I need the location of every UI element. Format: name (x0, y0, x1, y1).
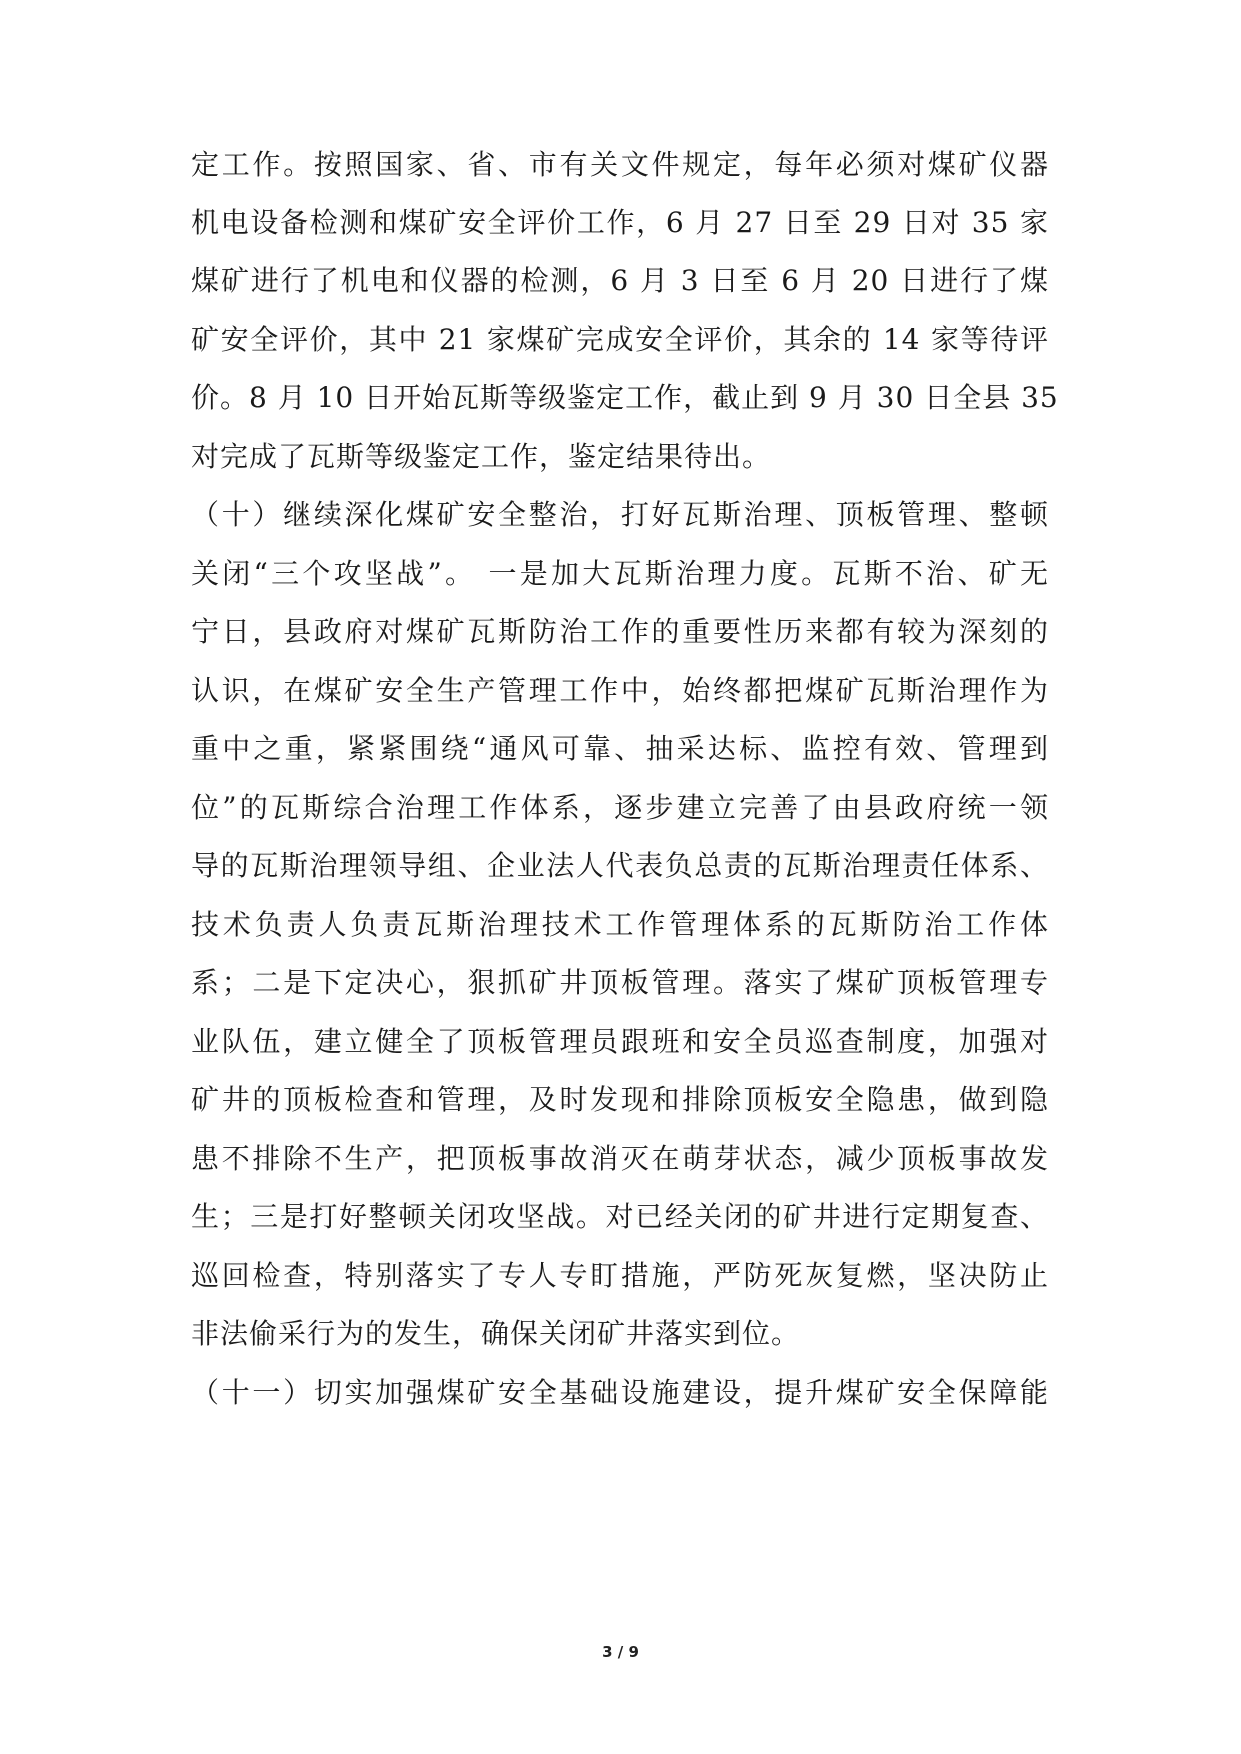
page-number: 3 / 9 (602, 1643, 639, 1661)
text-line: 煤矿进行了机电和仪器的检测，6 月 3 日至 6 月 20 日进行了煤 (191, 264, 1049, 297)
text-line: 机电设备检测和煤矿安全评价工作，6 月 27 日至 29 日对 35 家 (191, 206, 1049, 239)
text-line: 非法偷采行为的发生，确保关闭矿井落实到位。 (191, 1317, 801, 1350)
text-line: 重中之重，紧紧围绕“通风可靠、抽采达标、监控有效、管理到 (191, 732, 1049, 765)
text-line: 宁日，县政府对煤矿瓦斯防治工作的重要性历来都有较为深刻的 (191, 615, 1049, 648)
text-line: 导的瓦斯治理领导组、企业法人代表负总责的瓦斯治理责任体系、 (191, 849, 1049, 882)
text-line: 技术负责人负责瓦斯治理技术工作管理体系的瓦斯防治工作体 (191, 908, 1049, 941)
text-line: 认识，在煤矿安全生产管理工作中，始终都把煤矿瓦斯治理作为 (191, 674, 1049, 707)
text-line: 患不排除不生产，把顶板事故消灭在萌芽状态，减少顶板事故发 (191, 1142, 1049, 1175)
text-line: 巡回检查，特别落实了专人专盯措施，严防死灰复燃，坚决防止 (191, 1259, 1049, 1292)
text-line: 矿井的顶板检查和管理，及时发现和排除顶板安全隐患，做到隐 (191, 1083, 1049, 1116)
text-line: 矿安全评价，其中 21 家煤矿完成安全评价，其余的 14 家等待评 (191, 323, 1049, 356)
text-line: 位”的瓦斯综合治理工作体系，逐步建立完善了由县政府统一领 (191, 791, 1049, 824)
text-line: 价。8 月 10 日开始瓦斯等级鉴定工作，截止到 9 月 30 日全县 35 (191, 381, 1059, 414)
text-line: 对完成了瓦斯等级鉴定工作，鉴定结果待出。 (191, 440, 772, 473)
text-line: 生；三是打好整顿关闭攻坚战。对已经关闭的矿井进行定期复查、 (191, 1200, 1049, 1233)
text-line: 业队伍，建立健全了顶板管理员跟班和安全员巡查制度，加强对 (191, 1025, 1049, 1058)
text-line: 关闭“三个攻坚战”。 一是加大瓦斯治理力度。瓦斯不治、矿无 (191, 557, 1049, 590)
text-line: （十一）切实加强煤矿安全基础设施建设，提升煤矿安全保障能 (191, 1376, 1049, 1409)
text-line: 定工作。按照国家、省、市有关文件规定，每年必须对煤矿仪器 (191, 148, 1049, 181)
text-line: 系；二是下定决心，狠抓矿井顶板管理。落实了煤矿顶板管理专 (191, 966, 1049, 999)
text-line: （十）继续深化煤矿安全整治，打好瓦斯治理、顶板管理、整顿 (191, 498, 1049, 531)
